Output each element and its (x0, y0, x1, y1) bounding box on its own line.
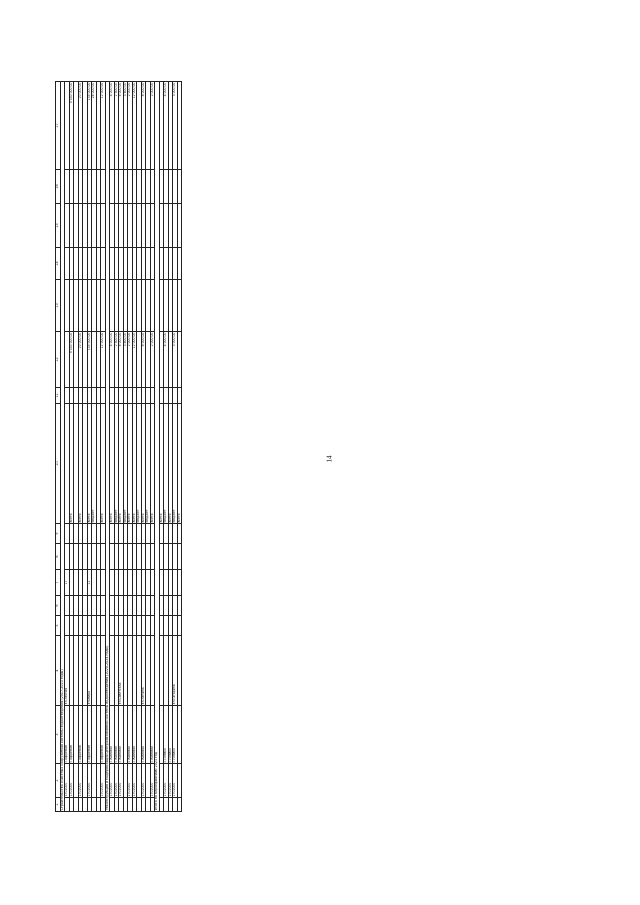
header-number-cell: 2 (56, 764, 61, 798)
table-cell (177, 280, 182, 332)
table-cell (177, 764, 182, 798)
header-number-cell: 11 (56, 388, 61, 404)
header-number-cell: 13 (56, 280, 61, 332)
table-cell: Г.Кимовск (119, 706, 124, 764)
header-number-cell: 14 (56, 248, 61, 280)
table-cell: 4 000,00 (164, 332, 169, 388)
table-cell: всего (78, 404, 83, 524)
table-cell: всего (141, 404, 146, 524)
table-cell: Г.Кимовск (128, 706, 133, 764)
table-cell: 20 000,00 (78, 82, 83, 170)
table-cell (177, 798, 182, 812)
table-cell: Г.Кимовск (132, 706, 137, 764)
header-number-cell: 1 (56, 798, 61, 812)
table-cell: всего (110, 404, 115, 524)
table-cell: Г.Кимовск (141, 706, 146, 764)
table-cell: 3 600,00 (123, 82, 128, 170)
header-number-cell: 4 (56, 636, 61, 706)
table-cell: 1702000 (141, 764, 146, 798)
table-cell: 2 000,00 (128, 332, 133, 388)
header-number-cell: 9 (56, 524, 61, 544)
table-cell (177, 596, 182, 616)
table-cell: 3 600,00 (123, 332, 128, 388)
table-cell: всего (159, 404, 164, 524)
table-cell: 20 000,00 (78, 332, 83, 388)
table-cell: 1702000 (128, 764, 133, 798)
table-cell: всего (168, 404, 173, 524)
table-cell: Г.Ефремов (69, 706, 74, 764)
header-number-cell: 10 (56, 404, 61, 524)
table-cell: 2 000,00 (150, 82, 155, 170)
table-cell (177, 170, 182, 204)
table-cell: 21 (87, 570, 92, 596)
table-cell: 3 000,00 (173, 82, 178, 170)
table-cell: 1702000 (69, 764, 74, 798)
table-cell: 1702000 (164, 764, 169, 798)
table-cell: 9 330 000,00 (69, 82, 74, 170)
section-heading: Реконструкция и модернизация централизованной системы водоотведения (2020-2024 годы) (105, 82, 110, 812)
table-cell: 1702000 (87, 764, 92, 798)
table-cell: всего (69, 404, 74, 524)
table-cell: Ул.Лесная (65, 636, 70, 706)
header-number-cell: 5 (56, 616, 61, 636)
table-body (60, 82, 182, 812)
table-cell: всего (150, 404, 155, 524)
table-cell: 4 000,00 (164, 82, 169, 170)
table-cell: бюджет (114, 404, 119, 524)
table-cell: 4 000,00 (110, 82, 115, 170)
page-number: 14 (325, 455, 334, 463)
header-number-cell: 15 (56, 204, 61, 248)
table-cell: 1702000 (173, 764, 178, 798)
header-number-cell: 16 (56, 170, 61, 204)
table-cell: всего (128, 404, 133, 524)
header-number-cell: 3 (56, 706, 61, 764)
table-cell (177, 544, 182, 570)
table-cell: Ул.Мира (87, 636, 92, 706)
table-cell: 1702000 (101, 764, 106, 798)
table-cell: всего (119, 404, 124, 524)
table-cell: 12 000,00 (132, 82, 137, 170)
table-cell: Г.Кимовск (110, 706, 115, 764)
table-cell: всего (177, 404, 182, 524)
table-cell: Г.Плавск (173, 706, 178, 764)
table-cell: 2 000,00 (128, 82, 133, 170)
table-cell: 1702000 (110, 764, 115, 798)
table-cell (177, 332, 182, 388)
table-cell: 2 000,00 (150, 332, 155, 388)
table-cell (177, 82, 182, 170)
table-cell: Г.Ефремов (101, 706, 106, 764)
table-cell: 17 (65, 570, 70, 596)
table-cell: 12 000,00 (132, 332, 137, 388)
table-cell: Г.Ефремов (65, 706, 70, 764)
table-cell: 1702000 (132, 764, 137, 798)
table-cell: 1702000 (119, 764, 124, 798)
table-cell: 6 000,00 (119, 82, 124, 170)
section-heading: Итого по мероприятиям 2023 год (155, 82, 160, 812)
header-number-cell: 8 (56, 544, 61, 570)
table-cell (177, 636, 182, 706)
table-cell: 1702000 (65, 764, 70, 798)
table-cell: Г.Плавск (164, 706, 169, 764)
section-heading: Строительство очистных сооружений системы водоотведения (2017-2023 годы) (60, 82, 65, 812)
table-cell (177, 204, 182, 248)
table-cell: Ул.Советская (119, 636, 124, 706)
data-table (55, 81, 182, 812)
table-cell (177, 524, 182, 544)
table-cell (177, 388, 182, 404)
table-cell: 3 000,00 (173, 332, 178, 388)
table-cell: 24 000,00 (92, 82, 97, 170)
table-cell: бюджет (137, 404, 142, 524)
table-cell (177, 706, 182, 764)
table-cell: 9 330 000,00 (69, 332, 74, 388)
table-cell (177, 570, 182, 596)
table-cell: бюджет (123, 404, 128, 524)
rotated-table-sheet (55, 82, 585, 812)
table-cell: 2 500,00 (114, 82, 119, 170)
table-cell: бюджет (173, 404, 178, 524)
table-cell: 8 000,00 (141, 82, 146, 170)
table-cell: 6 000,00 (119, 332, 124, 388)
table-cell: 135 000,00 (87, 82, 92, 170)
table-cell: 1702000 (150, 764, 155, 798)
table-cell: всего (87, 404, 92, 524)
table-cell: Г.Ефремов (78, 706, 83, 764)
header-number-cell: 7 (56, 570, 61, 596)
table-cell: 8 000,00 (141, 332, 146, 388)
table-cell: всего (132, 404, 137, 524)
header-number-cell: 6 (56, 596, 61, 616)
table-cell: бюджет (92, 404, 97, 524)
table-cell: Г.Ефремов (87, 706, 92, 764)
table-cell: Ул.Ленина (141, 636, 146, 706)
table-row (177, 82, 182, 812)
table-cell: Г.Плавск (168, 706, 173, 764)
table-cell: Г.Кимовск (114, 706, 119, 764)
table-cell: 2 500,00 (114, 332, 119, 388)
table-cell: всего (101, 404, 106, 524)
table-cell: 1702000 (168, 764, 173, 798)
header-number-cell: 17 (56, 82, 61, 170)
table-cell: 12 000,00 (101, 332, 106, 388)
table-cell: бюджет (164, 404, 169, 524)
table-cell: 12 000,00 (101, 82, 106, 170)
table-cell: Г.Кимовск (150, 706, 155, 764)
table-cell (177, 248, 182, 280)
table-cell: Ул.Гагарина (173, 636, 178, 706)
table-cell: 135 000,00 (87, 332, 92, 388)
table-cell: 1702000 (114, 764, 119, 798)
header-number-cell: 12 (56, 332, 61, 388)
table-cell (177, 616, 182, 636)
table-cell: бюджет (146, 404, 151, 524)
table-cell: 1702000 (78, 764, 83, 798)
table-cell: 4 000,00 (110, 332, 115, 388)
